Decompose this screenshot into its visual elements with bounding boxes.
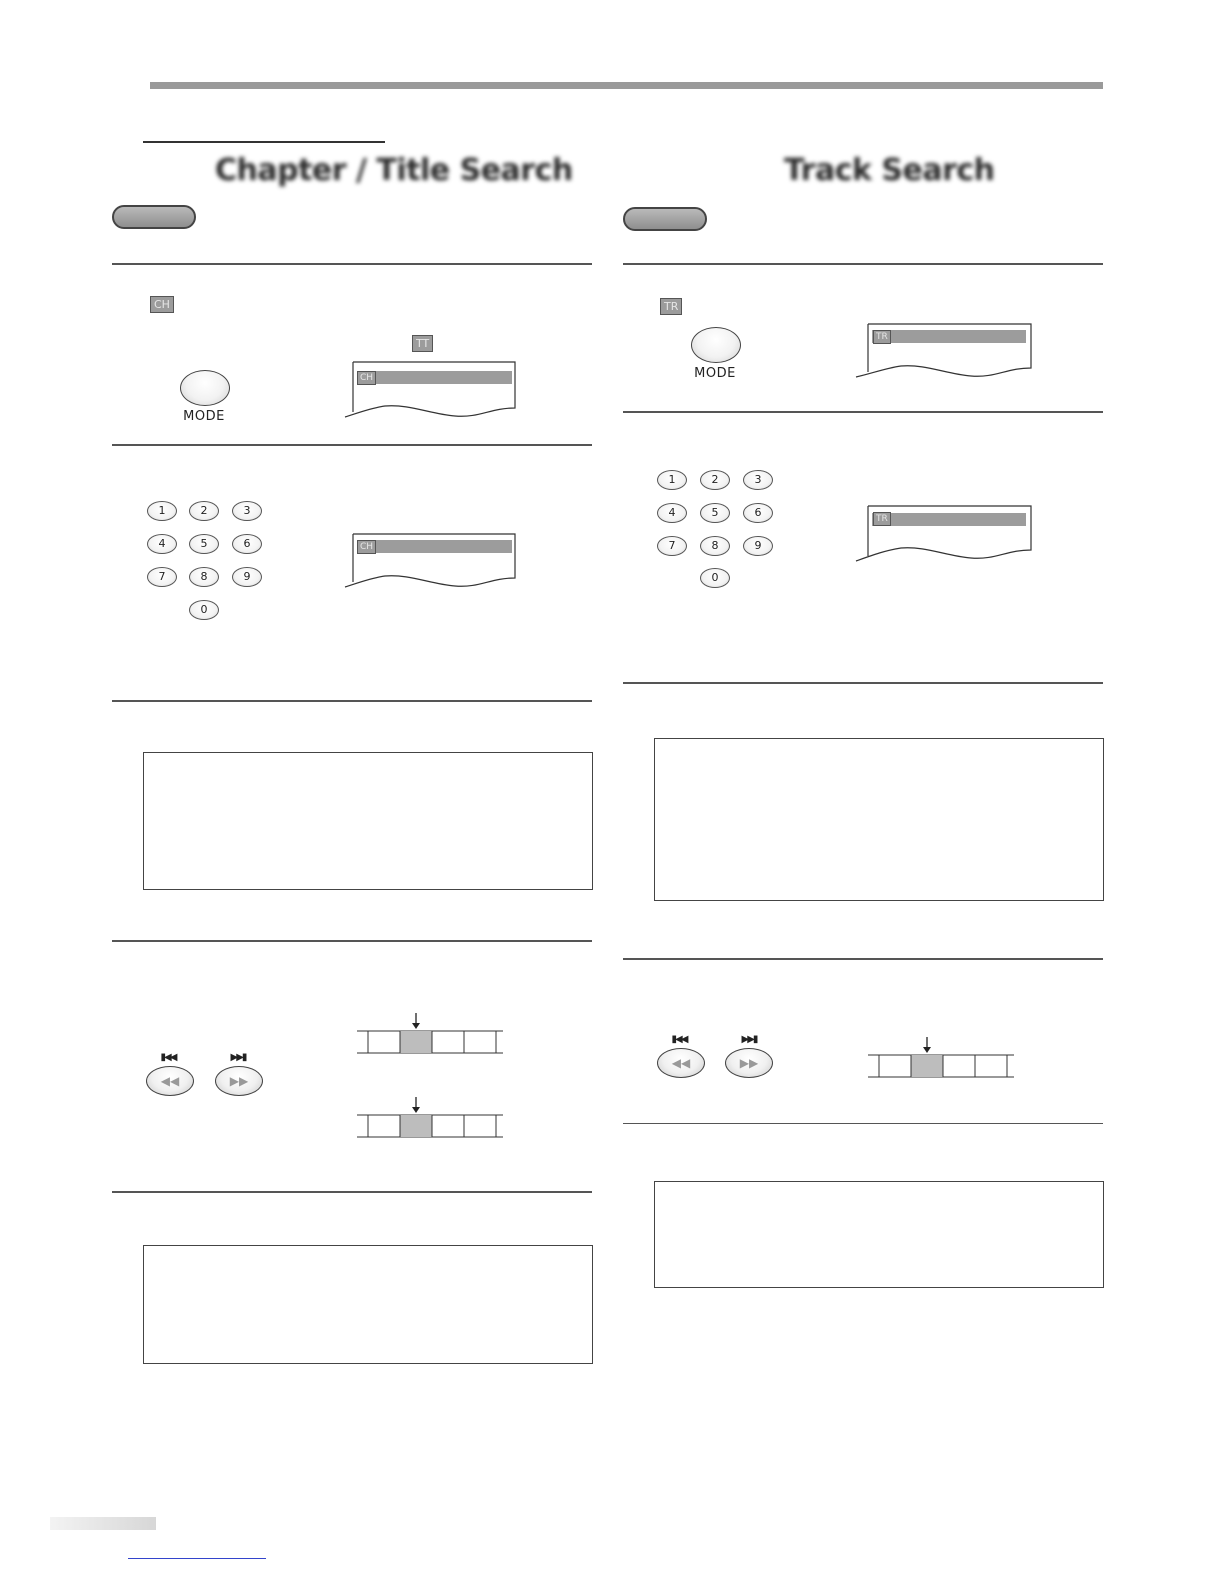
disc-type-badge: [623, 207, 707, 231]
mode-button-label: MODE: [694, 366, 736, 381]
mode-button[interactable]: [691, 327, 741, 363]
skip-previous-icon: ▮◀◀: [671, 1034, 687, 1045]
rewind-icon: ◀◀: [671, 1056, 691, 1070]
step-divider: [623, 263, 1103, 265]
number-6-button[interactable]: 6: [232, 534, 262, 554]
track-search-heading: Track Search: [784, 153, 995, 188]
screen-display: [340, 360, 540, 422]
disc-type-badge: [112, 205, 196, 229]
number-9-button[interactable]: 9: [743, 536, 773, 556]
number-5-button[interactable]: 5: [700, 503, 730, 523]
track-tag: TR: [660, 298, 682, 315]
number-3-button[interactable]: 3: [232, 501, 262, 521]
mode-button[interactable]: [180, 370, 230, 406]
step-divider: [112, 263, 592, 265]
number-8-button[interactable]: 8: [700, 536, 730, 556]
skip-back-button[interactable]: [657, 1048, 705, 1078]
step-divider: [623, 1123, 1103, 1124]
screen-ch-tag: CH: [357, 540, 376, 554]
screen-tr-tag: TR: [873, 330, 891, 344]
header-bar: [150, 82, 1103, 89]
note-box: [654, 1181, 1104, 1288]
track-strip-diagram: [868, 1036, 1018, 1080]
number-7-button[interactable]: 7: [657, 536, 687, 556]
screen-ch-tag: CH: [357, 371, 376, 385]
step-divider: [623, 682, 1103, 684]
fast-forward-icon: ▶▶: [739, 1056, 759, 1070]
note-box: [654, 738, 1104, 901]
number-1-button[interactable]: 1: [147, 501, 177, 521]
title-tag: TT: [412, 335, 433, 352]
chapter-title-search-heading: Chapter / Title Search: [215, 153, 573, 188]
rewind-icon: ◀◀: [160, 1074, 180, 1088]
number-0-button[interactable]: 0: [700, 568, 730, 588]
skip-previous-icon: ▮◀◀: [160, 1052, 176, 1063]
chapter-tag: CH: [150, 296, 174, 313]
step-divider: [112, 700, 592, 702]
skip-next-icon: ▶▶▮: [741, 1034, 757, 1045]
skip-back-button[interactable]: [146, 1066, 194, 1096]
skip-forward-button[interactable]: [725, 1048, 773, 1078]
number-9-button[interactable]: 9: [232, 567, 262, 587]
number-2-button[interactable]: 2: [700, 470, 730, 490]
step-divider: [112, 1191, 592, 1193]
skip-forward-button[interactable]: [215, 1066, 263, 1096]
section-header-rule: [143, 141, 385, 143]
step-divider: [623, 958, 1103, 960]
note-box: [143, 1245, 593, 1364]
fast-forward-icon: ▶▶: [229, 1074, 249, 1088]
number-4-button[interactable]: 4: [147, 534, 177, 554]
page-number-tab: [50, 1517, 156, 1530]
footer-link-rule: [128, 1558, 266, 1559]
note-box: [143, 752, 593, 890]
number-2-button[interactable]: 2: [189, 501, 219, 521]
number-8-button[interactable]: 8: [189, 567, 219, 587]
skip-next-icon: ▶▶▮: [230, 1052, 246, 1063]
number-5-button[interactable]: 5: [189, 534, 219, 554]
number-0-button[interactable]: 0: [189, 600, 219, 620]
mode-button-label: MODE: [183, 409, 225, 424]
number-4-button[interactable]: 4: [657, 503, 687, 523]
screen-tr-tag: TR: [873, 512, 891, 526]
number-6-button[interactable]: 6: [743, 503, 773, 523]
step-divider: [112, 940, 592, 942]
number-1-button[interactable]: 1: [657, 470, 687, 490]
number-3-button[interactable]: 3: [743, 470, 773, 490]
step-divider: [623, 411, 1103, 413]
chapter-strip-diagram: [357, 1096, 507, 1140]
step-divider: [112, 444, 592, 446]
chapter-strip-diagram: [357, 1012, 507, 1056]
number-7-button[interactable]: 7: [147, 567, 177, 587]
